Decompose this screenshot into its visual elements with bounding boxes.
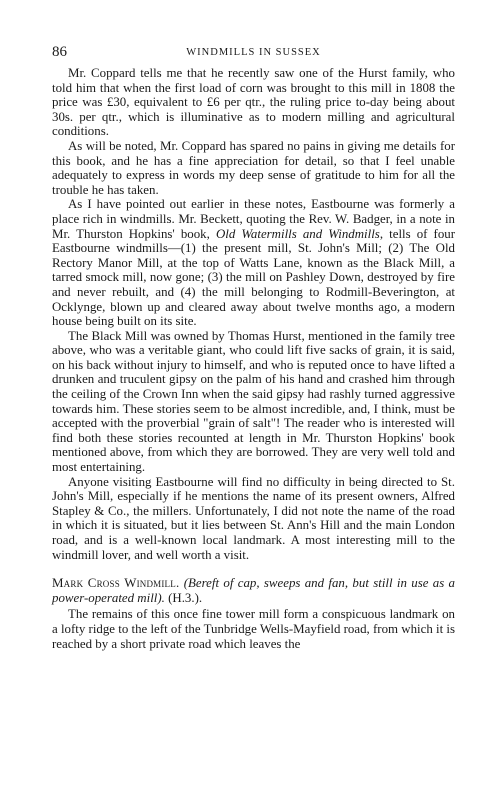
paragraph-text-segment: , tells of four Eastbourne windmills—(1) the present mill, St. John's Mill; (2) The Old Rectory Manor Mill, at the top of Watts Lane, known as the Black Mill, a tarred smock mill, now gone; (3) the mill on Pashley Down, destroyed by fire and never rebuilt, and (4) the mill belonging to Rodmill-Beverington, at Ocklynge, blown up and cleared away about twelve months ago, a modern house being built on its site. [52, 226, 456, 329]
paragraph-black-mill: The Black Mill was owned by Thomas Hurst, mentioned in the family tree above, who was a veritable giant, who could lift five sacks of grain, it is said, on his back without injury to himself, and who is reputed once to have lifted a drunken and truculent gipsy on the palm of his hand and crashed him through the ceiling of the Crown Inn when the said gipsy had rashly turned aggressive towards him. These stories seem to be almost incredible, and, I think, must be accepted with the proverbial "grain of salt"! The reader who is interested will find both these stories recounted at length in Mr. Thurston Hopkins' book mentioned above, from which they are borrowed. They are very well told and most entertaining. [52, 328, 455, 475]
book-title: Old Watermills and Windmills [215, 226, 380, 241]
body-text [52, 66, 455, 651]
running-head [52, 44, 455, 66]
paragraph-st-johns-mill: Anyone visiting Eastbourne will find no difficulty in being directed to St. John's Mill, especially if he mentions the name of its present owners, Alfred Stapley & Co., the millers. Unfortunately, I did not note the name of the road in which it is situated, but it lies between St. Ann's Hill and the main London road, and is a well-known local landmark. A most interesting mill to the windmill lover, and well worth a visit. [52, 474, 455, 562]
paragraph-text-segment: As I have pointed out earlier in these notes, Eastbourne was formerly a place rich in windmills. Mr. Beckett, quoting the Rev. W. Badger, in a note in Mr. Thurston Hopkins' book, [52, 197, 455, 241]
paragraph-mark-cross-mill: The remains of this once fine tower mill form a conspicuous landmark on a lofty ridge to the left of the Tunbridge Wells-Mayfield road, from which it is reached by a short private road which leaves the [52, 607, 455, 651]
paragraph-hurst-family: Mr. Coppard tells me that he recently saw one of the Hurst family, who told him that when the first load of corn was brought to this mill in 1808 the price was £30, equivalent to £6 per qtr., the ruling price to-day being about 30s. per qtr., which is illuminative as to modern milling and agricultural conditions. [52, 66, 455, 139]
section-heading-mark-cross [52, 576, 455, 605]
paragraph-gratitude: As will be noted, Mr. Coppard has spared no pains in giving me details for this book, and he has a fine appreciation for detail, so that I feel unable adequately to express in words my deep sense of gratitude to him for all the trouble he has taken. [52, 138, 455, 197]
paragraph-eastbourne-windmills [52, 197, 455, 328]
book-page [52, 44, 455, 651]
page-number: 86 [52, 44, 67, 60]
section-title: Mark Cross Windmill. [52, 576, 180, 591]
section-description: (Bereft of cap, sweeps and fan, but still in use as a power-operated mill). [52, 576, 456, 605]
running-title: WINDMILLS IN SUSSEX [186, 47, 321, 58]
section-reference: (H.3.). [164, 590, 203, 605]
